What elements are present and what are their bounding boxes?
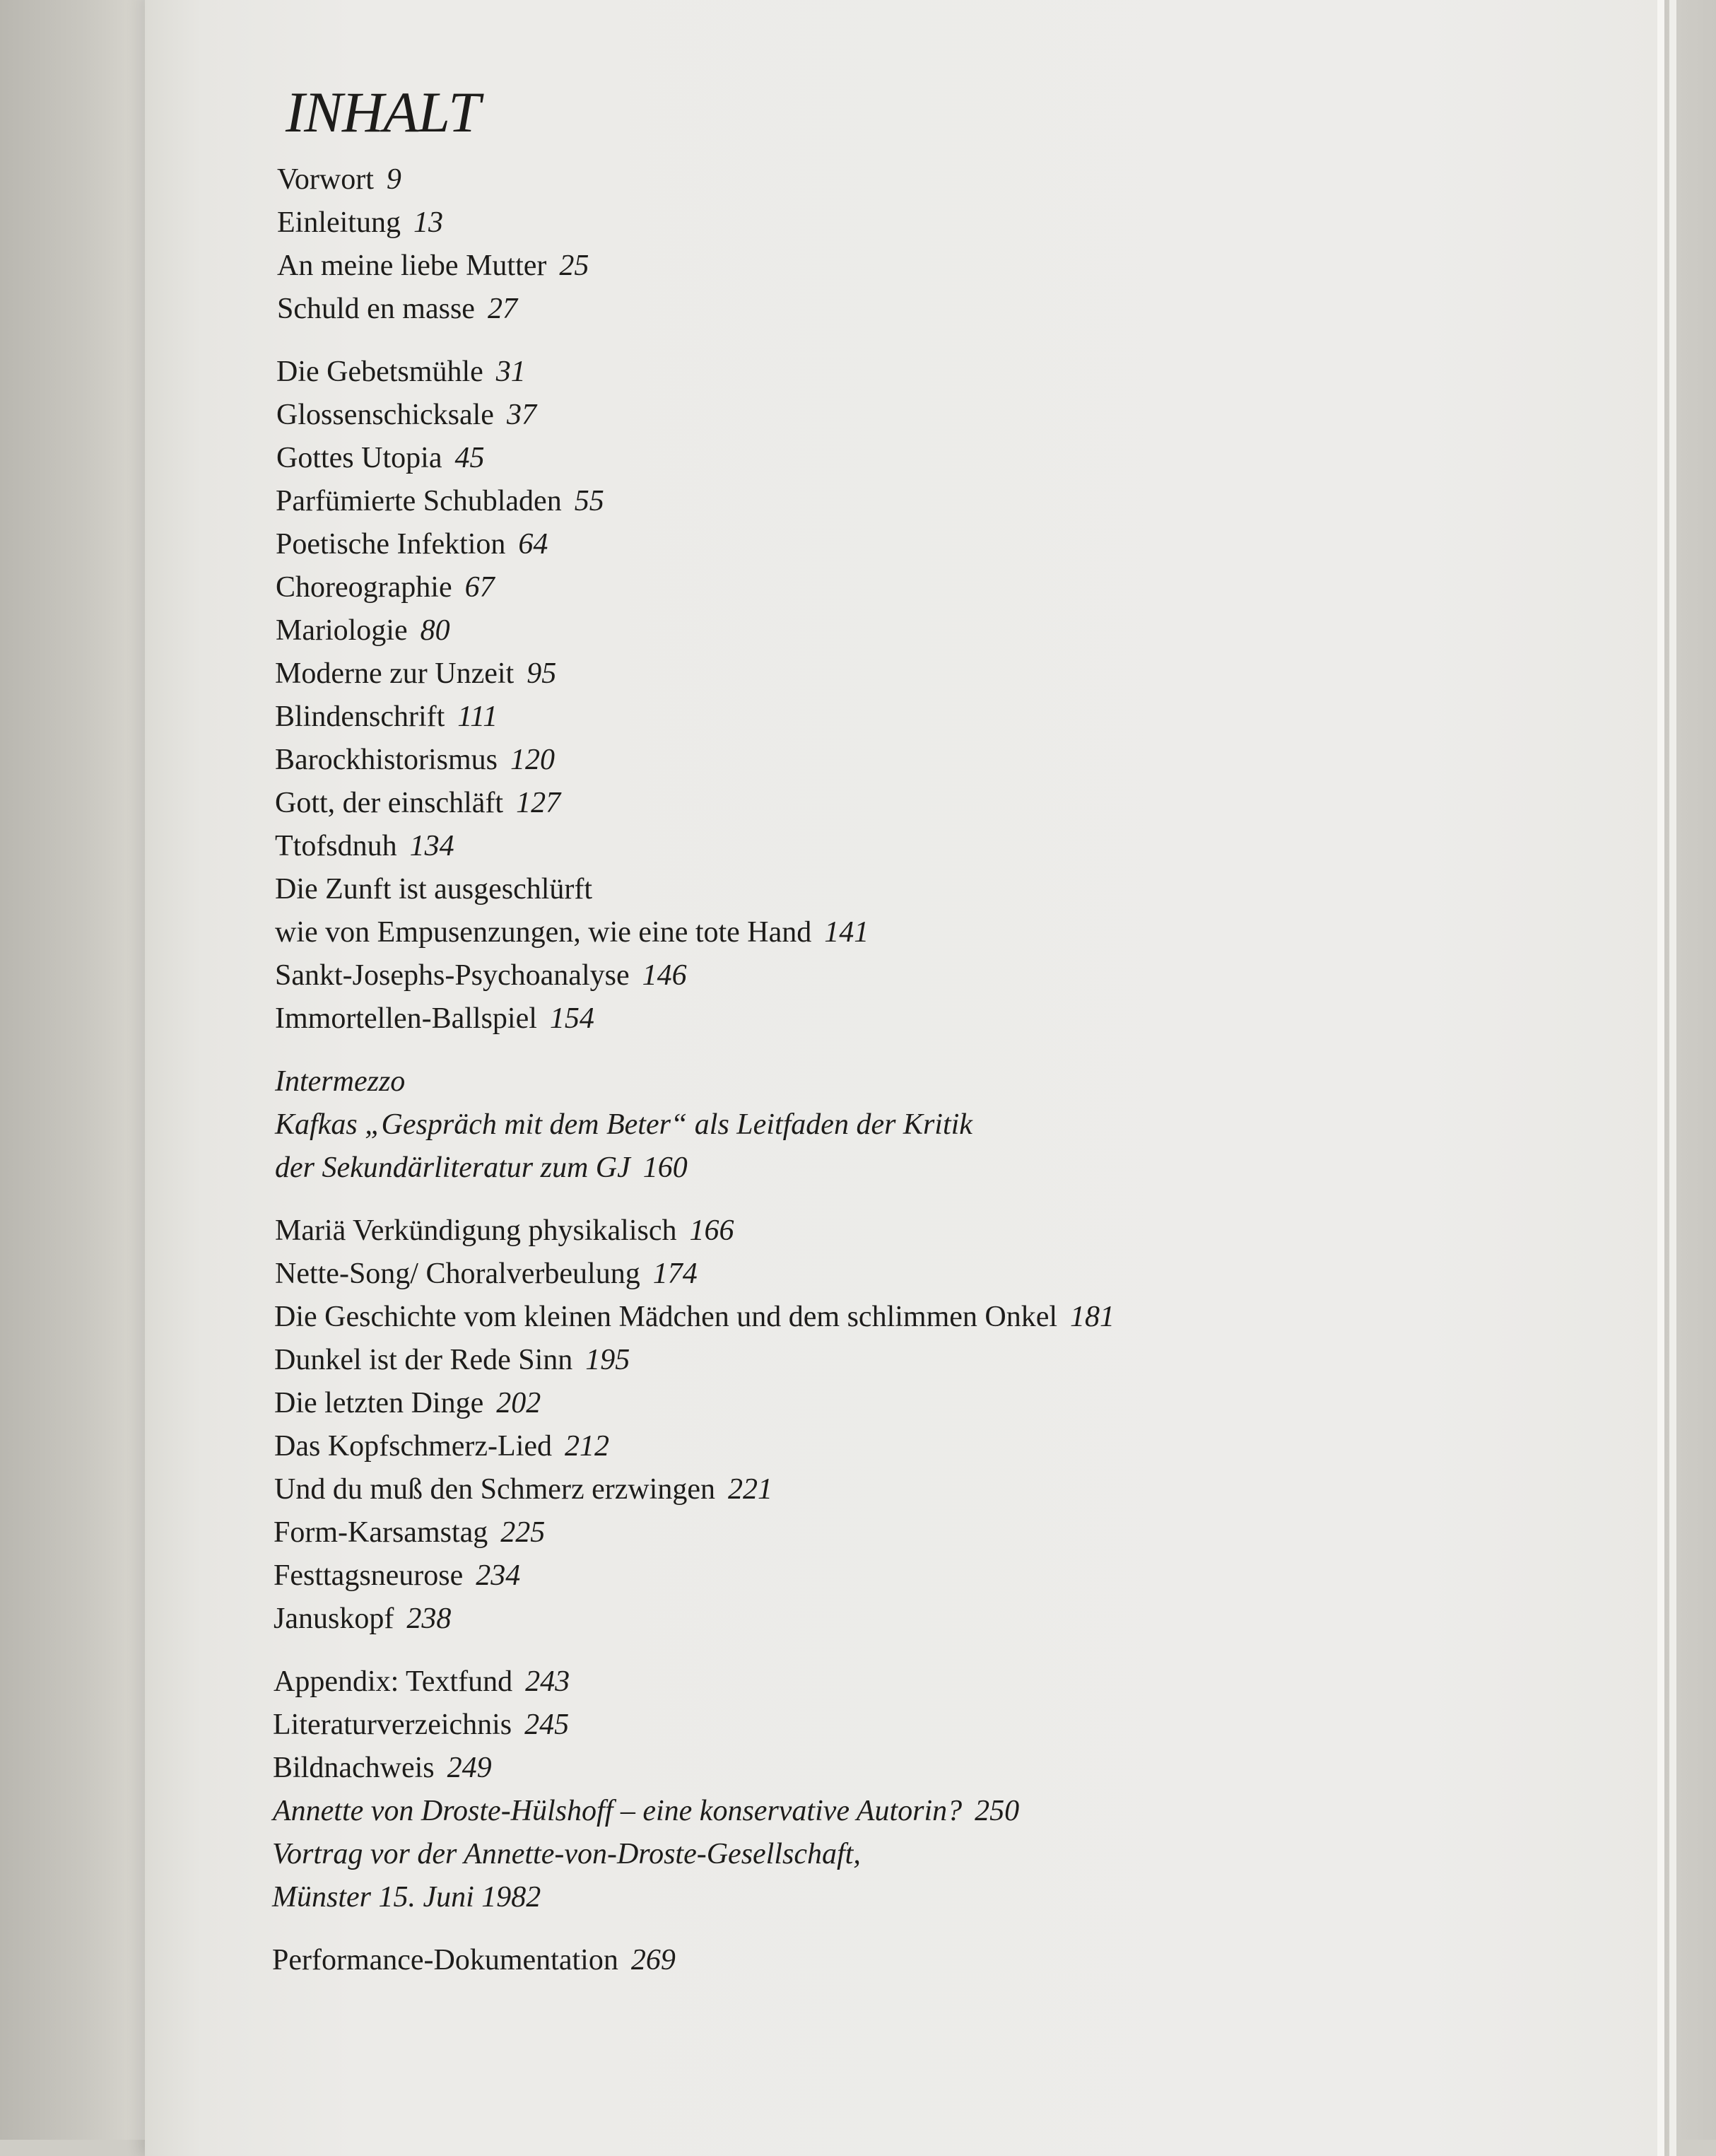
toc-entry (274, 1382, 1585, 1425)
toc-entry (275, 652, 1585, 696)
toc-entry-page: 269 (630, 1944, 676, 1976)
toc-entry-title: Barockhistorismus (275, 744, 498, 776)
toc-entry (273, 1747, 1585, 1790)
toc-entry-page: 166 (689, 1214, 734, 1247)
toc-entry-page: 234 (476, 1559, 521, 1592)
toc-entry (275, 997, 1585, 1041)
toc-entry (275, 1060, 1585, 1103)
toc-entry-page: 212 (565, 1430, 610, 1463)
toc-entry-title: Kafkas „Gespräch mit dem Beter“ als Leitfaden der Kritik (275, 1108, 972, 1141)
toc-entry (276, 609, 1585, 652)
toc-entry-title: Annette von Droste-Hülshoff – eine konservative Autorin? (273, 1795, 963, 1827)
toc-entry (276, 351, 1585, 394)
page-edge (1657, 0, 1664, 2156)
toc-entry (276, 394, 1585, 437)
toc-entry (272, 1876, 1585, 1919)
toc-entry-title: Parfümierte Schubladen (276, 485, 562, 517)
toc-entry-title: Vortrag vor der Annette-von-Droste-Gesellschaft, (272, 1838, 861, 1870)
toc-entry-page: 243 (525, 1665, 570, 1698)
toc-entry (276, 523, 1585, 566)
toc-entry-title: Immortellen-Ballspiel (275, 1002, 537, 1035)
toc-entry (277, 288, 1585, 331)
toc-entry-title: Mariä Verkündigung physikalisch (275, 1214, 677, 1247)
toc-entry-page: 160 (642, 1152, 688, 1184)
toc-entry (272, 1833, 1585, 1876)
toc-entry-page: 134 (409, 830, 454, 862)
toc-entry (274, 1554, 1585, 1598)
toc-entry (275, 782, 1585, 825)
toc-title: INHALT (286, 80, 480, 144)
toc-entry-title: Januskopf (274, 1603, 394, 1635)
toc-entry-title: Die Zunft ist ausgeschlürft (275, 873, 593, 906)
toc-entry-title: Bildnachweis (273, 1752, 435, 1784)
toc-entry (276, 480, 1585, 523)
toc-entry (275, 825, 1585, 868)
toc-entry-title: Mariologie (276, 614, 408, 647)
table-of-contents (272, 80, 1585, 1982)
toc-entry-page: 238 (406, 1603, 452, 1635)
toc-entry-page: 221 (728, 1473, 772, 1506)
toc-entry-page: 225 (500, 1516, 546, 1549)
toc-entry-title: Festtagsneurose (274, 1559, 464, 1592)
toc-entry-title: Gottes Utopia (276, 442, 442, 474)
toc-entry (275, 954, 1585, 997)
toc-entry-page: 181 (1070, 1301, 1115, 1333)
toc-entry (277, 245, 1585, 288)
toc-entry (275, 739, 1585, 782)
toc-entry (274, 1598, 1585, 1641)
toc-entry-title: Die letzten Dinge (274, 1387, 484, 1419)
toc-entry-page: 146 (642, 959, 687, 992)
toc-entry-title: Dunkel ist der Rede Sinn (274, 1344, 573, 1376)
toc-entry-page: 64 (518, 528, 548, 561)
toc-entry-page: 95 (527, 657, 557, 690)
toc-entry-title: Münster 15. Juni 1982 (272, 1881, 541, 1914)
toc-entry-page: 9 (386, 163, 401, 196)
toc-entry-page: 80 (420, 614, 450, 647)
toc-entry-title: Poetische Infektion (276, 528, 506, 561)
toc-entry-page: 111 (457, 701, 498, 733)
toc-entry (275, 1147, 1585, 1190)
toc-entry-page: 37 (506, 399, 536, 431)
toc-entry-title: Appendix: Textfund (274, 1665, 513, 1698)
toc-entry (277, 158, 1585, 201)
toc-entry-page: 127 (516, 787, 561, 819)
toc-entry (274, 1511, 1585, 1554)
toc-entry-title: Schuld en masse (277, 293, 475, 325)
toc-entry-title: Blindenschrift (275, 701, 445, 733)
toc-entry-title: Performance-Dokumentation (272, 1944, 618, 1976)
toc-entry-title: Ttofsdnuh (275, 830, 397, 862)
toc-entry-title: Choreographie (276, 571, 452, 604)
toc-entry (275, 911, 1585, 954)
toc-entry-title: wie von Empusenzungen, wie eine tote Hand (275, 916, 812, 949)
toc-entry-title: Moderne zur Unzeit (275, 657, 515, 690)
page-edge (1669, 0, 1676, 2156)
toc-entry-title: Die Geschichte vom kleinen Mädchen und dem schlimmen Onkel (274, 1301, 1058, 1333)
toc-entry-page: 245 (524, 1709, 570, 1741)
toc-entry (274, 1339, 1585, 1382)
toc-entry-page: 195 (585, 1344, 630, 1376)
toc-entry (275, 1209, 1585, 1253)
toc-entry (275, 1253, 1585, 1296)
toc-entry-page: 141 (824, 916, 869, 949)
toc-entry (274, 1425, 1585, 1468)
toc-entry-page: 31 (495, 356, 526, 388)
toc-entry-page: 249 (447, 1752, 492, 1784)
toc-entry (274, 1468, 1585, 1511)
toc-entry (273, 1704, 1585, 1747)
toc-entry (276, 566, 1585, 609)
toc-entry (275, 696, 1585, 739)
toc-entry-title: Einleitung (277, 206, 401, 239)
toc-entry (276, 437, 1585, 480)
toc-entry-page: 27 (487, 293, 517, 325)
toc-entry (273, 1790, 1585, 1833)
toc-entry-page: 154 (549, 1002, 594, 1035)
toc-entry-page: 67 (464, 571, 495, 604)
toc-entry-title: An meine liebe Mutter (277, 250, 547, 282)
toc-entry-title: Sankt-Josephs-Psychoanalyse (275, 959, 630, 992)
toc-entry-title: Vorwort (277, 163, 374, 196)
toc-entry-page: 202 (496, 1387, 541, 1419)
toc-entries (272, 158, 1585, 1982)
toc-entry (275, 868, 1585, 911)
toc-entry-title: der Sekundärliteratur zum GJ (275, 1152, 630, 1184)
toc-entry-title: Nette-Song/ Choralverbeulung (275, 1258, 640, 1290)
toc-entry-page: 174 (652, 1258, 698, 1290)
toc-entry (277, 201, 1585, 245)
toc-entry-title: Gott, der einschläft (275, 787, 504, 819)
toc-entry-title: Literaturverzeichnis (273, 1709, 512, 1741)
toc-entry (274, 1660, 1585, 1704)
toc-entry-page: 25 (559, 250, 589, 282)
toc-entry-page: 120 (510, 744, 555, 776)
toc-entry-page: 55 (574, 485, 604, 517)
toc-entry-title: Form-Karsamstag (274, 1516, 488, 1549)
toc-entry-title: Und du muß den Schmerz erzwingen (274, 1473, 715, 1506)
toc-entry-title: Intermezzo (275, 1065, 406, 1098)
toc-entry-title: Glossenschicksale (276, 399, 494, 431)
toc-entry (275, 1103, 1585, 1147)
toc-entry-page: 13 (413, 206, 443, 239)
toc-entry-title: Die Gebetsmühle (276, 356, 483, 388)
toc-entry-title: Das Kopfschmerz-Lied (274, 1430, 553, 1463)
toc-entry (272, 1939, 1585, 1982)
toc-entry-page: 250 (975, 1795, 1020, 1827)
toc-entry (274, 1296, 1585, 1339)
toc-entry-page: 45 (454, 442, 485, 474)
